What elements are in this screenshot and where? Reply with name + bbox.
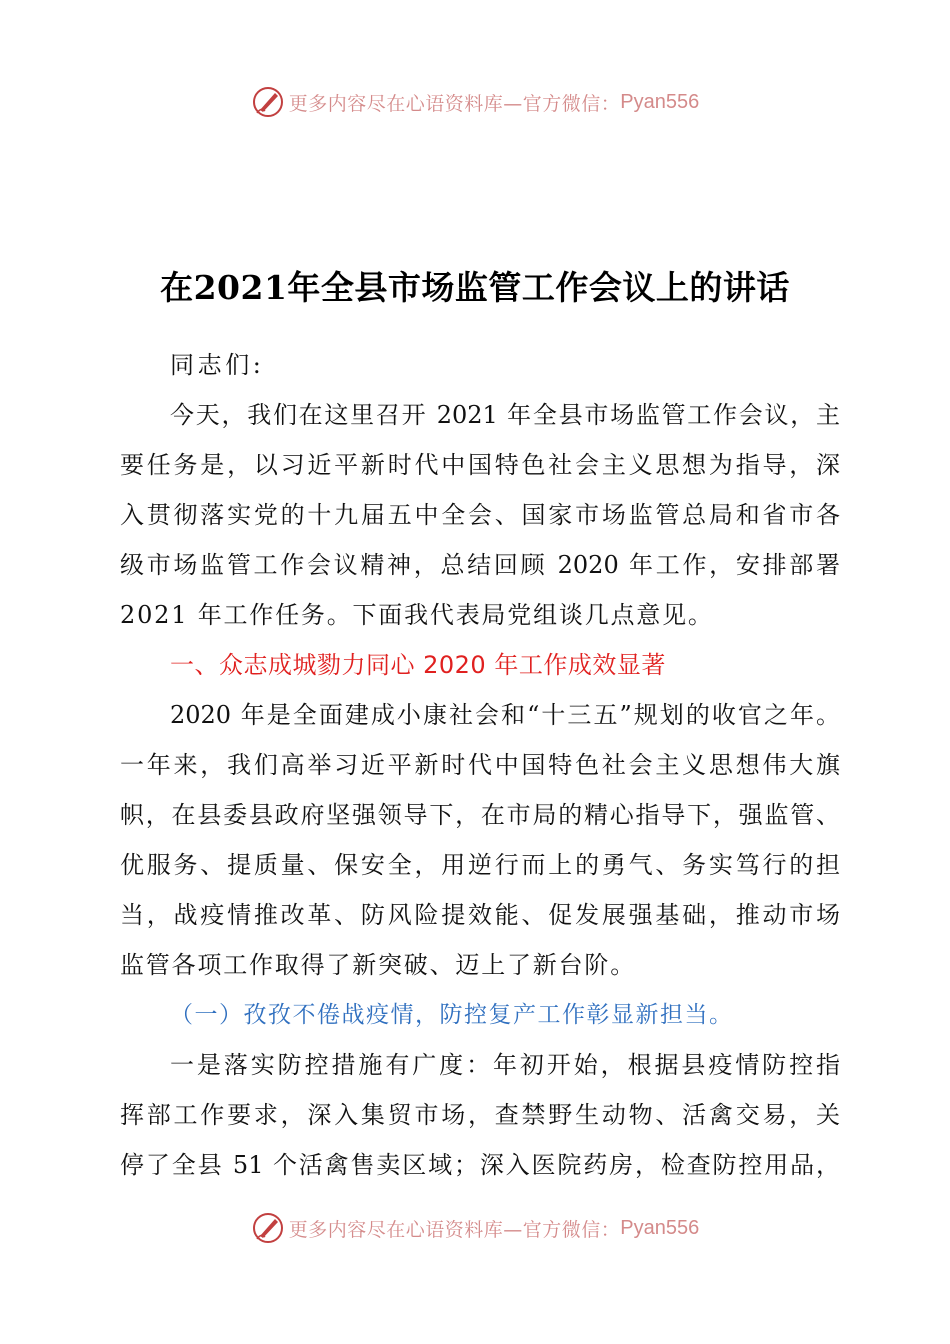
watermark-text: 更多内容尽在心语资料库—官方微信： [288,92,621,115]
footer-watermark [0,1208,950,1248]
watermark-id: Pyan556 [620,1216,700,1239]
paragraph-line: 停了全县 51 个活禽售卖区域；深入医院药房，检查防控用品， [120,1151,840,1179]
section-heading: 一、众志成城勠力同心 2020 年工作成效显著 [170,651,666,679]
paragraph-line: 2021 年工作任务。下面我代表局党组谈几点意见。 [120,601,714,629]
header-watermark [0,82,950,122]
paragraph-line: 要任务是，以习近平新时代中国特色社会主义思想为指导，深 [120,451,840,479]
watermark-id: Pyan556 [620,90,700,113]
paragraph-line: 一是落实防控措施有广度：年初开始，根据县疫情防控指 [170,1051,840,1079]
paragraph-line: 监管各项工作取得了新突破、迈上了新台阶。 [120,951,636,979]
paragraph-line: 优服务、提质量、保安全，用逆行而上的勇气、务实笃行的担 [120,851,840,879]
salutation: 同志们: [170,351,265,379]
pen-logo-icon [251,1211,285,1245]
paragraph-line: 2020 年是全面建成小康社会和“十三五”规划的收官之年。 [170,701,840,729]
paragraph-line: 挥部工作要求，深入集贸市场，查禁野生动物、活禽交易，关 [120,1101,840,1129]
pen-logo-icon [251,85,285,119]
subsection-heading: （一）孜孜不倦战疫情，防控复产工作彰显新担当。 [170,1002,734,1028]
paragraph-line: 入贯彻落实党的十九届五中全会、国家市场监管总局和省市各 [120,501,840,529]
watermark-text: 更多内容尽在心语资料库—官方微信： [288,1218,621,1241]
paragraph-line: 帜，在县委县政府坚强领导下，在市局的精心指导下，强监管、 [120,801,840,829]
document-body [120,340,840,1190]
paragraph-line: 当，战疫情推改革、防风险提效能、促发展强基础，推动市场 [120,901,840,929]
paragraph-line: 一年来，我们高举习近平新时代中国特色社会主义思想伟大旗 [120,751,840,779]
paragraph-line: 级市场监管工作会议精神，总结回顾 2020 年工作，安排部署 [120,551,840,579]
paragraph-line: 今天，我们在这里召开 2021 年全县市场监管工作会议，主 [170,401,840,429]
page-title: 在2021年全县市场监管工作会议上的讲话 [160,268,790,307]
